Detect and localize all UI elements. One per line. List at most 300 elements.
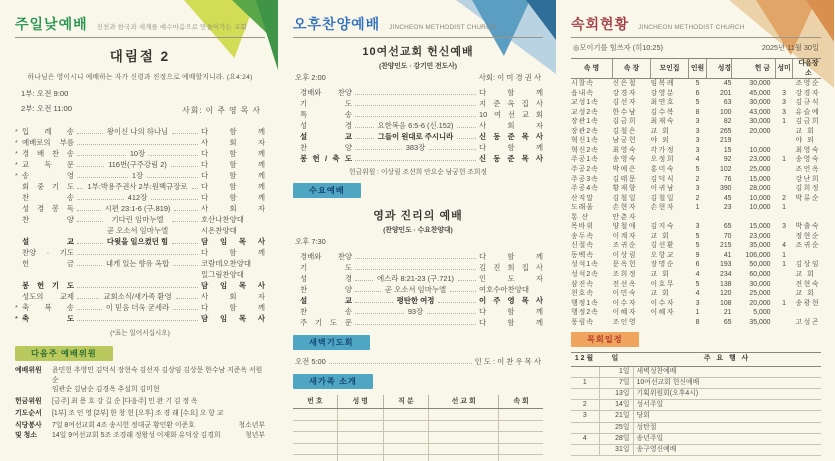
dotted-leader — [171, 159, 198, 167]
table-cell: 6 — [695, 261, 700, 269]
dotted-leader — [438, 295, 476, 303]
table-cell: 교 회 — [795, 271, 816, 279]
committee-line: 임관순 김남순 김경옥 추설희 김미현 — [52, 386, 160, 394]
dotted-leader — [173, 258, 198, 266]
worship-row — [15, 247, 265, 258]
table-cell: 108 — [720, 299, 732, 307]
table-cell — [337, 420, 383, 432]
dotted-leader — [77, 214, 103, 222]
table-cell: 김금희 — [612, 118, 637, 126]
table-cell: 35,000 — [749, 242, 771, 250]
table-cell: 1일 — [599, 366, 633, 377]
table-cell: 5 — [695, 232, 700, 240]
order-item-performer: 사 회 자 — [201, 292, 265, 301]
table-cell: 1 — [782, 118, 786, 126]
table-cell — [337, 455, 383, 461]
order-item-performer: 지 준 옥 집 사 — [479, 99, 543, 108]
table-cell: 조영순 — [795, 80, 820, 88]
table-cell: 김희정 — [795, 185, 820, 193]
table-cell: 10,000 — [749, 146, 771, 154]
table-cell: 황재향 — [612, 185, 637, 193]
table-cell: 1 — [782, 261, 786, 269]
table-cell — [793, 213, 822, 223]
table-cell — [429, 420, 499, 432]
table-cell — [732, 213, 776, 223]
ctable-table — [571, 58, 821, 327]
order-item-content: 기다린 임마누엘 곧 오소서 임마누엘 — [106, 215, 169, 235]
table-cell: 천호속 — [571, 290, 594, 298]
dotted-leader — [355, 284, 381, 292]
order-item-label: 찬 양 — [300, 143, 352, 152]
table-cell: 106,000 — [745, 251, 771, 259]
table-cell: 45 — [723, 194, 732, 202]
dotted-leader — [77, 137, 198, 145]
column-header: 성미 — [776, 59, 793, 79]
table-cell: 5,000 — [753, 309, 771, 317]
table-cell: 유슬예 — [795, 108, 820, 116]
table-cell: 강난희 — [795, 175, 820, 183]
table-cell — [776, 146, 793, 156]
table-cell: 이호무 — [650, 280, 675, 288]
table-cell: 23,000 — [749, 156, 771, 164]
table-cell — [776, 270, 793, 280]
committee-row-body — [52, 409, 265, 419]
table-cell: 행정1속 — [571, 299, 599, 307]
table-row — [571, 289, 821, 299]
worship-row — [293, 142, 543, 153]
order-item-performer: 다 함 께 — [479, 143, 544, 152]
order-item-content: 93장 — [407, 307, 424, 316]
order-item-performer: 이 주 영 목 사 — [479, 296, 544, 305]
table-cell: 최재숙 — [650, 118, 675, 126]
table-row — [571, 377, 821, 388]
worship-row — [293, 251, 543, 262]
table-cell: 이상림 — [612, 251, 637, 259]
table-cell: 3 — [695, 127, 700, 135]
table-row — [571, 400, 821, 411]
table-cell — [499, 409, 543, 421]
stand-footnote: (*표는 일어서십시오) — [110, 330, 170, 337]
order-item-content: 다윗을 일으켰던 힘 — [106, 237, 169, 246]
table-cell: 박출숙 — [795, 223, 820, 231]
table-cell: 교 회 — [650, 232, 671, 240]
dotted-leader — [77, 247, 198, 255]
panel-praise-worship — [278, 0, 556, 461]
table-cell: 최영숙 — [612, 146, 637, 154]
table-cell: 201 — [720, 89, 732, 97]
dotted-leader — [355, 295, 393, 303]
service-time-1: 1부: 오전 9:00 — [21, 89, 69, 98]
order-item-content: 116번(구주강림 2) — [108, 160, 167, 169]
panel-header — [293, 14, 543, 34]
order-item-performer: 여호수아찬양대 — [479, 285, 529, 294]
order-item-content: 요한복음 6:5-6 (신.152) — [377, 121, 454, 130]
table-cell: 20,000 — [749, 127, 771, 135]
table-cell: 강영분 — [650, 89, 675, 97]
committee-line: 7일 8여선교회 4조 송시헌 정대균 황인환 이준호 청소년부 — [52, 422, 265, 430]
table-cell — [293, 443, 337, 455]
worship-row — [293, 131, 543, 142]
worship-row — [15, 137, 265, 148]
table-cell: 읍내속 — [571, 89, 594, 97]
table-cell: 박류순 — [795, 194, 820, 202]
order-item-performer: 코람데오찬양대 밀그림찬양대 — [201, 259, 251, 279]
table-cell: 45,000 — [749, 89, 771, 97]
dotted-leader — [355, 251, 476, 259]
column-header: 속 회 — [499, 395, 543, 409]
table-cell: 조희정 — [612, 271, 637, 279]
committee-row — [15, 421, 265, 440]
table-cell: 송영숙 — [795, 156, 820, 164]
table-cell: 이혜자 — [650, 309, 675, 317]
dotted-leader — [77, 170, 128, 178]
star-mark: * — [15, 303, 18, 312]
dotted-leader — [174, 203, 198, 211]
table-cell: 김수복 — [650, 108, 675, 116]
worship-row — [15, 192, 265, 203]
order-item-performer: 다 함 께 — [201, 182, 265, 191]
worship-row — [15, 258, 265, 280]
dotted-leader — [172, 214, 198, 222]
table-cell: 목바위 — [571, 223, 594, 231]
dotted-leader — [355, 273, 373, 281]
column-header: 번 호 — [293, 395, 337, 409]
order-item-content: 왕이신 나의 하나님 — [106, 127, 169, 136]
table-cell — [383, 432, 429, 444]
table-cell: 송두속 — [571, 232, 594, 240]
worship-row — [15, 203, 265, 214]
star-mark: * — [15, 149, 18, 158]
table-row-empty — [293, 443, 543, 455]
table-cell: 교 회 — [650, 290, 671, 298]
page-title-cells: 속회현황 — [571, 16, 630, 32]
table-cell: 41 — [723, 251, 732, 259]
dotted-leader — [77, 126, 103, 134]
schedule-table — [571, 352, 821, 456]
table-cell: 76 — [723, 175, 732, 183]
table-row — [571, 136, 821, 146]
scripture-verse: 하나님은 영이시니 예배하는 자가 신령과 진정으로 예배할지니라. (요4:24) — [27, 74, 253, 81]
order-item-content: 에스라 8:21-23 (구.721) — [376, 274, 455, 283]
worship-row — [293, 306, 543, 317]
dotted-leader — [172, 236, 198, 244]
table-cell: 3 — [695, 137, 700, 145]
column-header: 주 요 행 사 — [633, 353, 821, 366]
table-cell: 고성곤 — [795, 318, 820, 326]
table-cell: 2 — [571, 400, 599, 411]
table-cell: 안춘자 — [612, 213, 637, 221]
table-row — [571, 411, 821, 422]
order-item-label: 예배로의 부름 — [22, 138, 74, 147]
afternoon-time: 오후 2:00 — [295, 73, 326, 82]
dotted-leader — [192, 181, 198, 189]
committee-row-label: 식당봉사 및 청소 — [15, 422, 42, 440]
table-cell: 10여선교회 헌신예배 — [633, 377, 821, 388]
dotted-leader — [77, 203, 101, 211]
table-cell: 강경자 — [795, 89, 820, 97]
table-cell: 교성1속 — [571, 99, 599, 107]
table-cell: 새벽성찬예배 — [633, 366, 821, 377]
church-name-en: JINCHEON METHODIST CHURCH — [389, 24, 496, 31]
table-cell: 이민숙 — [612, 290, 637, 298]
committee-row-label: 기도순서 — [15, 410, 42, 418]
table-cell: 5 — [695, 166, 700, 174]
table-cell: 3 — [782, 99, 786, 107]
column-header: 인원 — [689, 59, 707, 79]
table-cell: 김지숙 — [650, 223, 675, 231]
table-cell: 최영숙 — [795, 146, 820, 154]
table-cell: 이계자 — [612, 232, 637, 240]
table-row — [571, 388, 821, 399]
afternoon-order-list — [293, 87, 543, 164]
worship-row — [15, 181, 265, 192]
table-row — [571, 89, 821, 99]
offering-committee: 헌금위원 : 이상림 조선희 안요순 남궁헌 조희정 — [349, 169, 487, 176]
table-cell: 김상임 — [795, 261, 820, 269]
star-mark: * — [15, 160, 18, 169]
table-cell: 3 — [695, 223, 700, 231]
table-cell: 교 회 — [650, 127, 671, 135]
table-cell: 14일 — [599, 400, 633, 411]
table-cell — [429, 443, 499, 455]
table-cell: 31일 — [599, 444, 633, 455]
worship-row — [293, 109, 543, 120]
order-item-performer: 다 함 께 — [201, 248, 265, 257]
dotted-leader — [429, 142, 476, 150]
table-cell — [293, 420, 337, 432]
table-cell: 28,000 — [749, 185, 771, 193]
table-row — [571, 184, 821, 194]
table-cell: 강경자 — [612, 89, 637, 97]
committee-line: [1부] 조 인 영 [2부] 한 창 헌 [오후] 조 경 래 [수요] 오 항 교 — [52, 410, 224, 418]
table-cell — [429, 455, 499, 461]
service-times — [21, 88, 261, 118]
wednesday-order-list — [293, 251, 543, 328]
dotted-leader — [172, 126, 198, 134]
table-cell: 혁신2속 — [571, 146, 599, 154]
dawn-time: 오전 5:00 — [295, 357, 326, 366]
table-row — [571, 260, 821, 270]
order-item-performer: 다 함 께 — [479, 318, 543, 327]
wednesday-time: 오후 7:30 — [295, 237, 326, 246]
table-cell: 4 — [695, 156, 700, 164]
table-cell: 시찰속 — [571, 80, 594, 88]
dotted-leader — [77, 159, 104, 167]
table-cell: 13일 — [599, 388, 633, 399]
table-cell: 5 — [695, 99, 700, 107]
order-item-content: 1부:박용주권사 2부:원백규장로 — [87, 182, 188, 191]
column-header: 속 장 — [613, 59, 651, 79]
table-cell — [571, 422, 599, 433]
table-cell: 조귀순 — [795, 242, 820, 250]
dotted-leader — [458, 273, 476, 281]
table-cell: 문옥헌 — [612, 261, 637, 269]
table-cell — [776, 136, 793, 146]
order-item-label: 성도의 교제 — [22, 292, 74, 301]
order-item-content: 내게 있는 향유 옥합 — [105, 259, 170, 268]
committee-line: [금주] 최 용 호 강 길 순 [다음주] 민 완 기 김 정 옥 — [52, 398, 198, 406]
panel-header — [15, 14, 265, 34]
order-item-content: 이 믿음 더욱 굳세라 — [105, 303, 170, 312]
sunday-order-list — [15, 126, 265, 324]
table-cell — [776, 127, 793, 137]
worship-row — [293, 262, 543, 273]
section-label-next-week: 다음주 예배위원 — [15, 346, 113, 361]
section-label-new-family: 새가족 소개 — [293, 374, 373, 389]
dotted-leader — [176, 291, 198, 299]
table-cell: 60,000 — [749, 271, 771, 279]
table-cell: 6 — [695, 89, 700, 97]
worship-row — [293, 284, 543, 295]
order-item-label: 찬 양 — [22, 215, 74, 224]
dotted-leader — [77, 291, 99, 299]
table-cell — [383, 455, 429, 461]
table-cell: 교 회 — [795, 290, 816, 298]
table-cell: 2 — [782, 194, 786, 202]
table-row — [571, 165, 821, 175]
table-cell: 15,000 — [749, 223, 771, 231]
header-divider — [571, 37, 821, 38]
committee-row — [15, 409, 265, 419]
column-header: 헌 금 — [732, 59, 776, 79]
dotted-leader — [77, 181, 83, 189]
table-cell: 1 — [782, 204, 786, 212]
order-item-label: 설 교 — [22, 237, 74, 246]
dotted-leader — [355, 98, 476, 106]
table-cell: 성탄절 — [633, 422, 821, 433]
table-cell: 265 — [720, 127, 732, 135]
table-cell — [776, 232, 793, 242]
table-cell — [293, 455, 337, 461]
table-cell: 1 — [695, 309, 700, 317]
table-cell — [793, 251, 822, 261]
column-header: 12월 — [571, 353, 599, 366]
worship-row — [15, 302, 265, 313]
order-item-performer: 다 함 께 — [479, 88, 543, 97]
table-cell: 70 — [723, 232, 732, 240]
table-cell: 23,000 — [749, 232, 771, 240]
table-cell: 홍미숙 — [650, 166, 675, 174]
dotted-leader — [77, 302, 102, 310]
table-cell: 234 — [720, 271, 732, 279]
order-item-performer: 담 임 목 사 — [201, 237, 266, 246]
order-item-label: 성 경 — [300, 121, 352, 130]
dotted-leader — [77, 236, 103, 244]
table-cell: 20,000 — [749, 299, 771, 307]
table-cell: 김철일 — [650, 194, 675, 202]
table-cell: 5 — [695, 242, 700, 250]
table-cell: 50,000 — [749, 261, 771, 269]
table-cell: 30,000 — [749, 280, 771, 288]
dotted-leader — [355, 142, 402, 150]
table-cell: 조귀순 — [612, 242, 637, 250]
table-cell — [776, 184, 793, 194]
dotted-leader — [355, 317, 476, 325]
panel-sunday-worship — [0, 0, 278, 461]
table-cell: 도래울 — [571, 204, 594, 212]
table-cell: 30,000 — [749, 80, 771, 88]
order-item-label: 설 교 — [300, 132, 352, 141]
order-item-label: 성 경 봉 독 — [22, 204, 74, 213]
table-cell: 390 — [720, 185, 732, 193]
star-mark: * — [15, 314, 18, 323]
afternoon-title: 10여선교회 헌신예배 — [362, 46, 474, 58]
table-cell: 25일 — [599, 422, 633, 433]
worship-row — [15, 291, 265, 302]
table-row — [571, 299, 821, 309]
table-row — [571, 175, 821, 185]
table-cell: 전선옥 — [612, 280, 637, 288]
table-cell: 남궁헌 — [612, 137, 637, 145]
table-cell: 주공1속 — [571, 156, 599, 164]
table-row — [571, 433, 821, 444]
table-cell: 215 — [720, 242, 732, 250]
dotted-leader — [77, 258, 102, 266]
worship-row — [293, 317, 543, 328]
table-cell: 21일 — [599, 411, 633, 422]
table-cell — [383, 443, 429, 455]
table-cell: 한수남 — [612, 108, 637, 116]
order-item-performer: 다 함 께 — [479, 252, 543, 261]
column-header: 일 — [599, 353, 633, 366]
table-cell — [776, 79, 793, 89]
table-cell: 교 회 — [650, 271, 671, 279]
table-cell: 교 회 — [795, 127, 816, 135]
worship-row — [15, 148, 265, 159]
column-header: 성 명 — [337, 395, 383, 409]
order-item-label: 축 도 — [22, 314, 74, 323]
presider: 사회: 이 주 영 목 사 — [182, 106, 261, 115]
table-cell — [571, 388, 599, 399]
order-item-content: 평탄한 여정 — [396, 296, 435, 305]
table-row — [571, 241, 821, 251]
table-cell — [776, 213, 793, 223]
committee-row — [15, 397, 265, 407]
order-item-performer: 호산나찬양대 시온찬양대 — [201, 215, 244, 235]
order-item-performer: 인 도 자 — [479, 274, 544, 283]
table-cell: 신절속 — [571, 242, 594, 250]
order-item-content: 교회소식/새가족 환영 — [103, 292, 172, 301]
newfam-table — [293, 395, 543, 461]
table-cell: 3 — [695, 118, 700, 126]
table-cell: 박예은 — [612, 166, 637, 174]
table-cell: 5 — [695, 280, 700, 288]
order-item-label: 봉 헌 / 축 도 — [300, 154, 352, 163]
table-row — [571, 422, 821, 433]
worship-row — [15, 126, 265, 137]
order-item-label: 설 교 — [300, 296, 352, 305]
order-item-content: 10장 — [129, 149, 146, 158]
table-cell: 25,000 — [749, 166, 771, 174]
table-cell: 8 — [695, 108, 700, 116]
worship-row — [293, 120, 543, 131]
table-row-empty — [293, 432, 543, 444]
table-row — [571, 108, 821, 118]
table-cell: 김금희 — [795, 118, 820, 126]
table-cell: 3 — [782, 108, 786, 116]
column-header: 선 교 회 — [429, 395, 499, 409]
table-cell: 45 — [723, 80, 732, 88]
dotted-leader — [355, 262, 476, 270]
wednesday-title: 영과 진리의 예배 — [373, 210, 463, 222]
table-cell: 이혜자 — [612, 309, 637, 317]
table-cell: 21 — [723, 309, 732, 317]
table-cell: 2 — [695, 194, 700, 202]
dawn-prayer-line — [295, 356, 541, 367]
table-cell: 28일 — [599, 433, 633, 444]
committee-line: 윤민헌 추영민 김덕식 장현숙 김선자 김상임 김상문 한수남 지준옥 서원순 — [52, 367, 263, 384]
table-cell — [337, 409, 383, 421]
